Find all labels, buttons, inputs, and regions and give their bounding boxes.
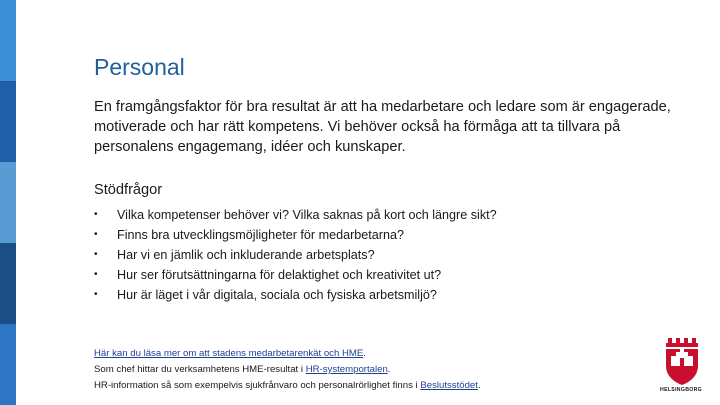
question-text: Vilka kompetenser behöver vi? Vilka saknas på kort och längre sikt? — [117, 208, 497, 222]
stripe-segment-4 — [0, 243, 16, 324]
footer-line-beslutsstod — [94, 378, 481, 394]
list-item — [94, 285, 497, 305]
stripe-segment-5 — [0, 324, 16, 405]
list-item — [94, 205, 497, 225]
list-item — [94, 265, 497, 285]
helsingborg-logo-text: HELSINGBORG — [660, 387, 702, 393]
bullet-icon: • — [94, 249, 98, 260]
stripe-segment-1 — [0, 0, 16, 81]
bullet-icon: • — [94, 209, 98, 220]
footer-line-hme — [94, 346, 481, 362]
bullet-icon: • — [94, 289, 98, 300]
question-text: Hur är läget i vår digitala, sociala och fysiska arbetsmiljö? — [117, 288, 437, 302]
list-item — [94, 225, 497, 245]
stripe-segment-2 — [0, 81, 16, 162]
beslutsstodet-link[interactable]: Beslutsstödet — [420, 380, 478, 391]
question-text: Hur ser förutsättningarna för delaktighet och kreativitet ut? — [117, 268, 442, 282]
hme-info-link[interactable]: Här kan du läsa mer om att stadens medarbetarenkät och HME — [94, 348, 364, 359]
helsingborg-crest-icon — [654, 338, 708, 394]
slide-title: Personal — [94, 54, 185, 80]
footer-text: HR-information så som exempelvis sjukfrånvaro och personalrörlighet finns i — [94, 380, 421, 391]
side-color-stripe — [0, 0, 16, 405]
bullet-icon: • — [94, 229, 98, 240]
support-questions-list — [94, 205, 497, 305]
footer-punctuation: . — [363, 348, 366, 359]
support-questions-heading: Stödfrågor — [94, 182, 163, 198]
footer-punctuation: . — [387, 364, 391, 375]
intro-paragraph: En framgångsfaktor för bra resultat är att ha medarbetare och ledare som är engagerade, motiverade och har rätt kompetens. Vi behöver också ha förmåga att ta tillvara på personalens engagemang, idéer och kunskaper. — [94, 99, 671, 155]
bullet-icon: • — [94, 269, 98, 280]
stripe-segment-3 — [0, 162, 16, 243]
footer-punctuation: . — [477, 380, 481, 391]
question-text: Har vi en jämlik och inkluderande arbetsplats? — [117, 248, 375, 262]
footer-text: Som chef hittar du verksamhetens HME-resultat i — [94, 364, 306, 375]
hr-systemportalen-link[interactable]: HR-systemportalen — [305, 364, 388, 375]
footer-line-hr-portal — [94, 362, 481, 378]
question-text: Finns bra utvecklingsmöjligheter för medarbetarna? — [117, 228, 404, 242]
list-item — [94, 245, 497, 265]
footer-info — [94, 346, 481, 394]
